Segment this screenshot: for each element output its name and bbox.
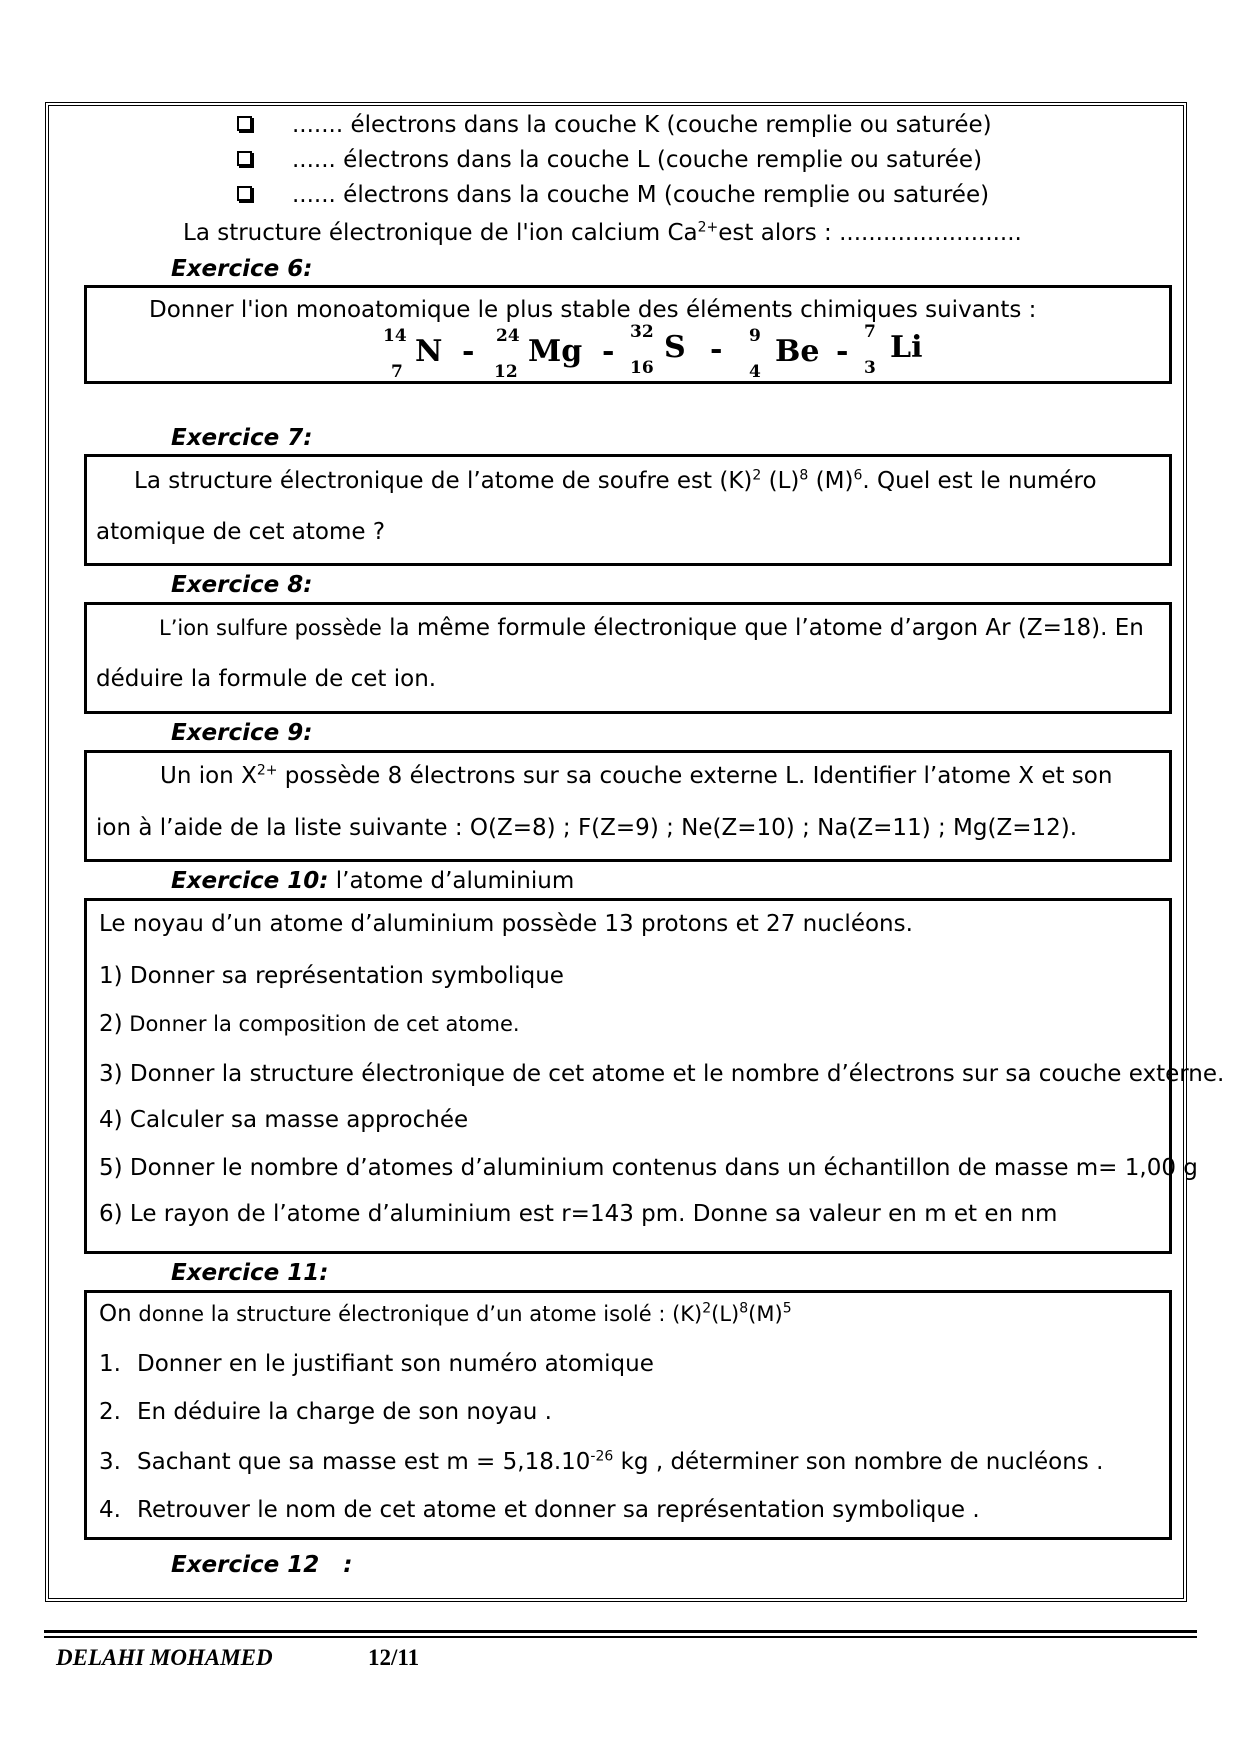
exercise-10-title: Exercice 10: l’atome d’aluminium	[171, 868, 575, 894]
exercise-10-box	[84, 898, 1225, 1254]
list-item: ...... électrons dans la couche M (couche remplie ou saturée)	[237, 182, 989, 208]
exercise-11-item-3: 3. Sachant que sa masse est $m = 5,18.10^{-26}$ kg , déterminer son nombre de nucléons .	[99, 1448, 1104, 1475]
separator: -	[836, 334, 849, 369]
exercise-9-title: Exercice 9:	[171, 720, 313, 746]
exercise-7-line-1: La structure électronique de l’atome de soufre est $(K)^2$ $(L)^8$ $(M)^6$. Quel est le numéro	[134, 467, 1097, 494]
footer-divider	[44, 1636, 1197, 1638]
checkbox-bullet-icon	[237, 151, 252, 166]
exercise-9-line-1: Un ion $X^{2+}$ possède 8 électrons sur sa couche externe L. Identifier l’atome X et son	[160, 762, 1113, 789]
exercise-11-box	[84, 1290, 1172, 1540]
separator: -	[602, 334, 615, 369]
exercise-6-title: Exercice 6:	[171, 256, 313, 282]
page-number: 12/11	[368, 1645, 420, 1670]
exercise-10-question-6: 6) Le rayon de l’atome d’aluminium est r=143 pm. Donne sa valeur en m et en nm	[99, 1201, 1058, 1227]
checkbox-bullet-icon	[237, 116, 252, 131]
exercise-9-line-2: ion à l’aide de la liste suivante : O(Z=8) ; F(Z=9) ; Ne(Z=10) ; Na(Z=11) ; Mg(Z=12).	[96, 815, 1078, 841]
exercise-11-item-2: 2. En déduire la charge de son noyau .	[99, 1399, 552, 1425]
calcium-structure-line: La structure électronique de l'ion calcium $Ca^{2+}est$ alors : .........................	[183, 219, 1022, 246]
exercise-12-title: Exercice 12 :	[171, 1552, 353, 1578]
exercise-9-box	[84, 750, 1172, 862]
exercise-10-question-4: 4) Calculer sa masse approchée	[99, 1107, 469, 1133]
exercise-7-line-2: atomique de cet atome ?	[96, 519, 386, 545]
exercise-7-box	[84, 454, 1172, 566]
exercise-8-title: Exercice 8:	[171, 572, 313, 598]
exercise-8-box	[84, 602, 1172, 714]
exercise-10-question-2: 2) Donner la composition de cet atome.	[99, 1011, 520, 1037]
author-name: DELAHI MOHAMED	[56, 1645, 273, 1670]
separator: -	[462, 334, 475, 369]
exercise-6-box	[84, 285, 1172, 384]
exercise-10-intro: Le noyau d’un atome d’aluminium possède 13 protons et 27 nucléons.	[99, 911, 913, 937]
exercise-11-intro: On donne la structure électronique d’un atome isolé : $(K)^2(L)^8(M)^5$	[99, 1300, 792, 1327]
exercise-11-item-4: 4. Retrouver le nom de cet atome et donner sa représentation symbolique .	[99, 1497, 980, 1523]
exercise-8-line-1: L’ion sulfure possède la même formule électronique que l’atome d’argon Ar (Z=18). En	[159, 615, 1144, 641]
separator: -	[710, 332, 723, 367]
exercise-6-text: Donner l'ion monoatomique le plus stable des éléments chimiques suivants :	[149, 297, 1037, 323]
list-item: ....... électrons dans la couche K (couche remplie ou saturée)	[237, 112, 992, 138]
exercise-10-question-1: 1) Donner sa représentation symbolique	[99, 963, 564, 989]
exercise-11-title: Exercice 11:	[171, 1260, 329, 1286]
exercise-7-title: Exercice 7:	[171, 425, 313, 451]
list-item: ...... électrons dans la couche L (couche remplie ou saturée)	[237, 147, 982, 173]
exercise-10-question-5: 5) Donner le nombre d’atomes d’aluminium contenus dans un échantillon de masse m= 1,00 g	[99, 1155, 1198, 1181]
exercise-10-question-3: 3) Donner la structure électronique de cet atome et le nombre d’électrons sur sa couche externe.	[99, 1061, 1225, 1087]
checkbox-bullet-icon	[237, 186, 252, 201]
footer-divider	[44, 1630, 1197, 1633]
exercise-11-item-1: 1. Donner en le justifiant son numéro atomique	[99, 1351, 654, 1377]
exercise-8-line-2: déduire la formule de cet ion.	[96, 666, 437, 692]
